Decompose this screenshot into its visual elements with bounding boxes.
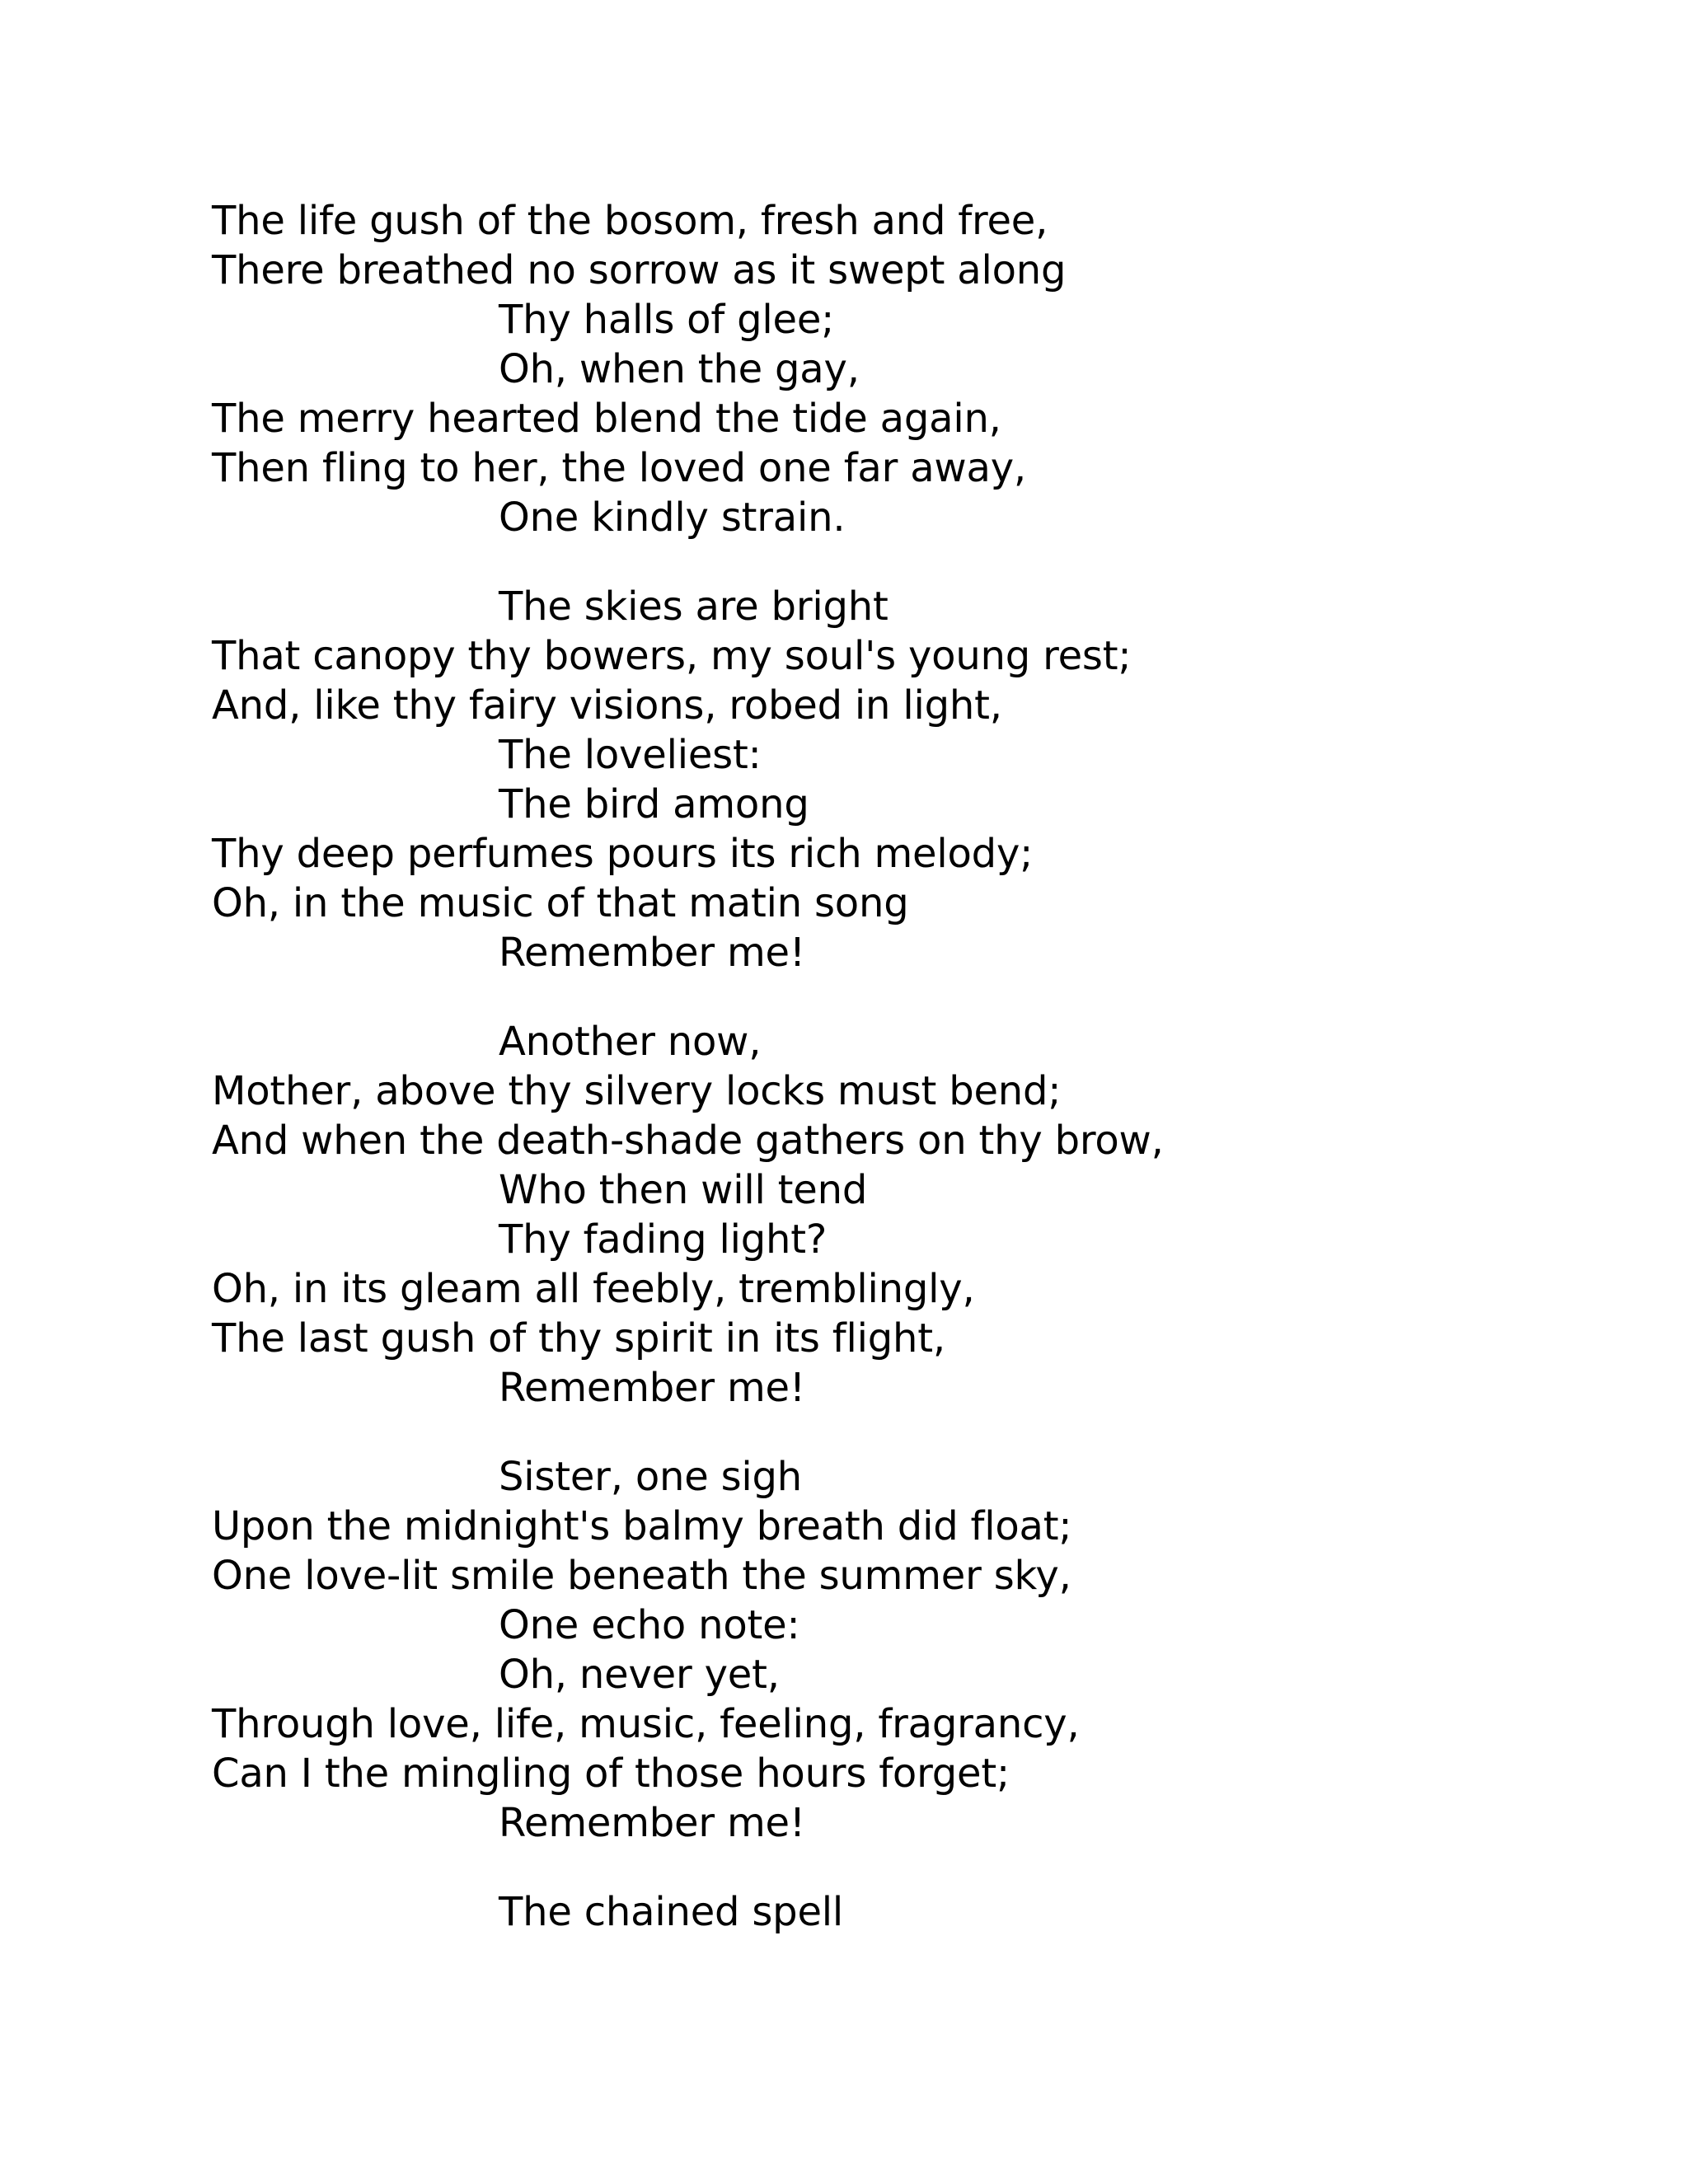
poem-line-indented: Remember me! xyxy=(499,930,805,976)
poem-line-indented: Thy halls of glee; xyxy=(499,297,835,343)
poem-line: One love-lit smile beneath the summer sky, xyxy=(212,1553,1071,1599)
poem-line-indented: The chained spell xyxy=(499,1889,844,1935)
poem-line: Then fling to her, the loved one far away, xyxy=(212,445,1026,491)
poem-line: Through love, life, music, feeling, fragrancy, xyxy=(212,1701,1080,1747)
poem-line: Oh, in its gleam all feebly, tremblingly, xyxy=(212,1266,975,1312)
poem-line-indented: Thy fading light? xyxy=(499,1216,828,1263)
poem-stanza xyxy=(212,582,1531,977)
poem-line-indented: The skies are bright xyxy=(499,583,889,630)
poem-line-indented: Remember me! xyxy=(499,1800,805,1846)
poem-line: The life gush of the bosom, fresh and free, xyxy=(212,198,1048,244)
poem-line-indented: Oh, never yet, xyxy=(499,1652,780,1698)
poem-stanza xyxy=(212,1887,1531,1937)
poem-line: That canopy thy bowers, my soul's young rest; xyxy=(212,633,1132,679)
poem-line: Oh, in the music of that matin song xyxy=(212,880,909,926)
poem-line: The last gush of thy spirit in its flight, xyxy=(212,1315,945,1361)
poem-line: And when the death-shade gathers on thy brow, xyxy=(212,1118,1164,1164)
poem-line: And, like thy fairy visions, robed in light, xyxy=(212,682,1002,729)
poem-line-indented: Remember me! xyxy=(499,1365,805,1411)
poem-line: There breathed no sorrow as it swept along xyxy=(212,247,1067,293)
poem-line-indented: The bird among xyxy=(499,781,809,827)
poem-line-indented: Another now, xyxy=(499,1019,762,1065)
poem-line-indented: One echo note: xyxy=(499,1602,800,1648)
poem-line: Mother, above thy silvery locks must bend; xyxy=(212,1068,1062,1114)
poem-line-indented: One kindly strain. xyxy=(499,494,846,541)
poem-line-indented: Sister, one sigh xyxy=(499,1454,803,1500)
poem-line: Can I the mingling of those hours forget; xyxy=(212,1750,1010,1797)
poem-body xyxy=(212,196,1531,1976)
poem-stanza xyxy=(212,196,1531,542)
poem-line: Thy deep perfumes pours its rich melody; xyxy=(212,831,1034,877)
poem-stanza xyxy=(212,1452,1531,1848)
poem-line-indented: The loveliest: xyxy=(499,732,762,778)
poem-stanza xyxy=(212,1017,1531,1413)
poem-line: Upon the midnight's balmy breath did float; xyxy=(212,1503,1072,1549)
poem-line-indented: Oh, when the gay, xyxy=(499,346,860,392)
poem-line: The merry hearted blend the tide again, xyxy=(212,396,1001,442)
poem-line-indented: Who then will tend xyxy=(499,1167,868,1213)
